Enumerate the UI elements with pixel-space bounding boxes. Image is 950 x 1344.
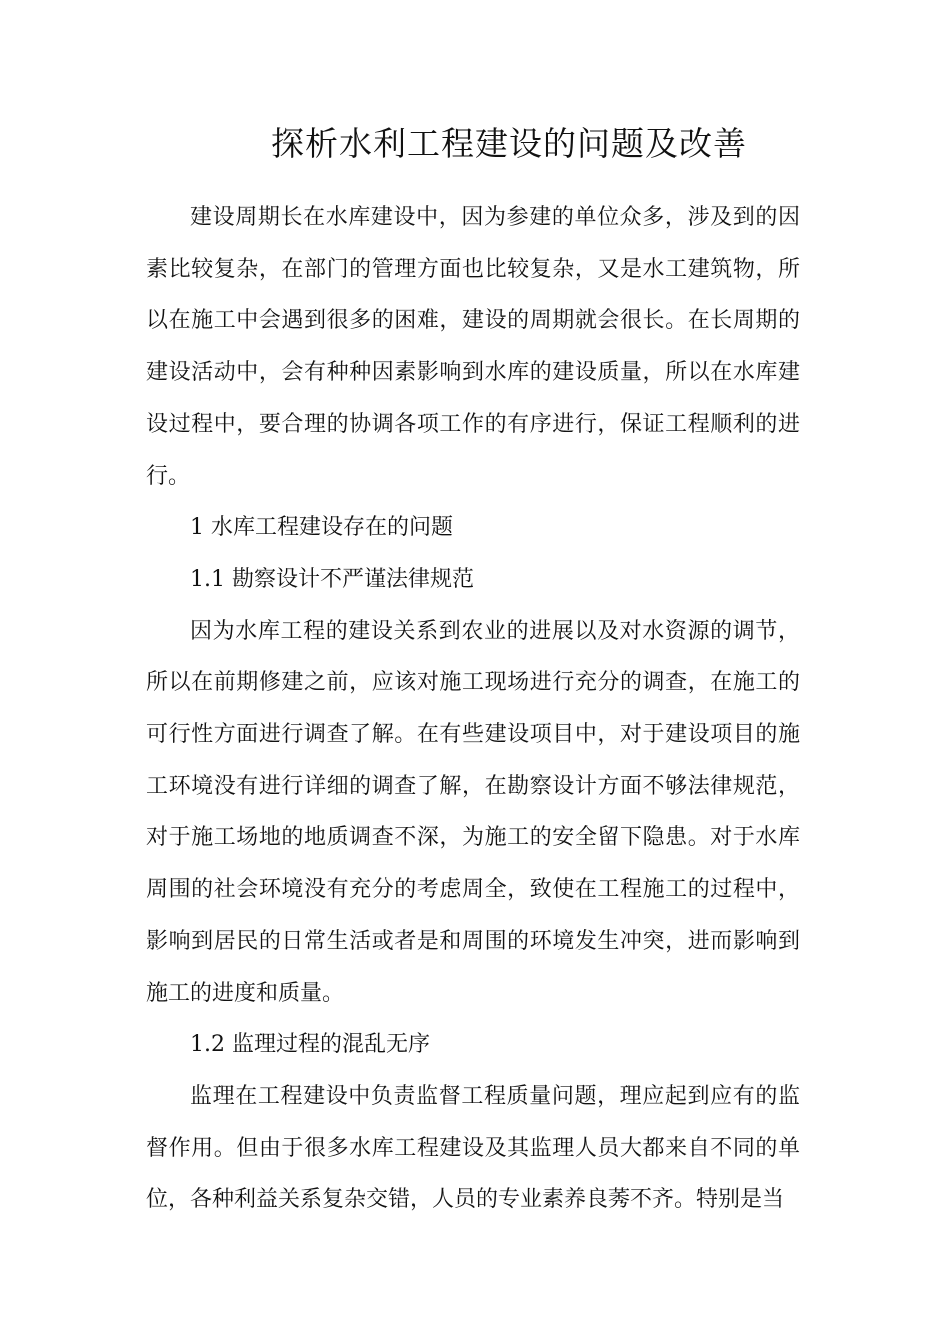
- section-heading-1: 1 水库工程建设存在的问题: [190, 515, 453, 541]
- document-title: 探析水利工程建设的问题及改善: [271, 124, 747, 163]
- subsection-heading-1-2: 1.2 监理过程的混乱无序: [190, 1032, 430, 1058]
- subsection-heading-1-1: 1.1 勘察设计不严谨法律规范: [190, 566, 474, 592]
- paragraph-intro: 建设周期长在水库建设中，因为参建的单位众多，涉及到的因素比较复杂，在部门的管理方面也比较复杂，又是水工建筑物，所以在施工中会遇到很多的困难，建设的周期就会很长。在长周期的建设活动中，会有种种因素影响到水库的建设质量，所以在水库建设过程中，要合理的协调各项工作的有序进行，保证工程顺利的进行。: [146, 205, 800, 489]
- document-body: [146, 192, 800, 1226]
- paragraph-1-1: 因为水库工程的建设关系到农业的进展以及对水资源的调节，所以在前期修建之前，应该对施工现场进行充分的调查，在施工的可行性方面进行调查了解。在有些建设项目中，对于建设项目的施工环境没有进行详细的调查了解，在勘察设计方面不够法律规范，对于施工场地的地质调查不深，为施工的安全留下隐患。对于水库周围的社会环境没有充分的考虑周全，致使在工程施工的过程中，影响到居民的日常生活或者是和周围的环境发生冲突，进而影响到施工的进度和质量。: [146, 618, 800, 1006]
- paragraph-1-2: 监理在工程建设中负责监督工程质量问题，理应起到应有的监督作用。但由于很多水库工程建设及其监理人员大都来自不同的单位，各种利益关系复杂交错，人员的专业素养良莠不齐。特别是当: [146, 1083, 800, 1213]
